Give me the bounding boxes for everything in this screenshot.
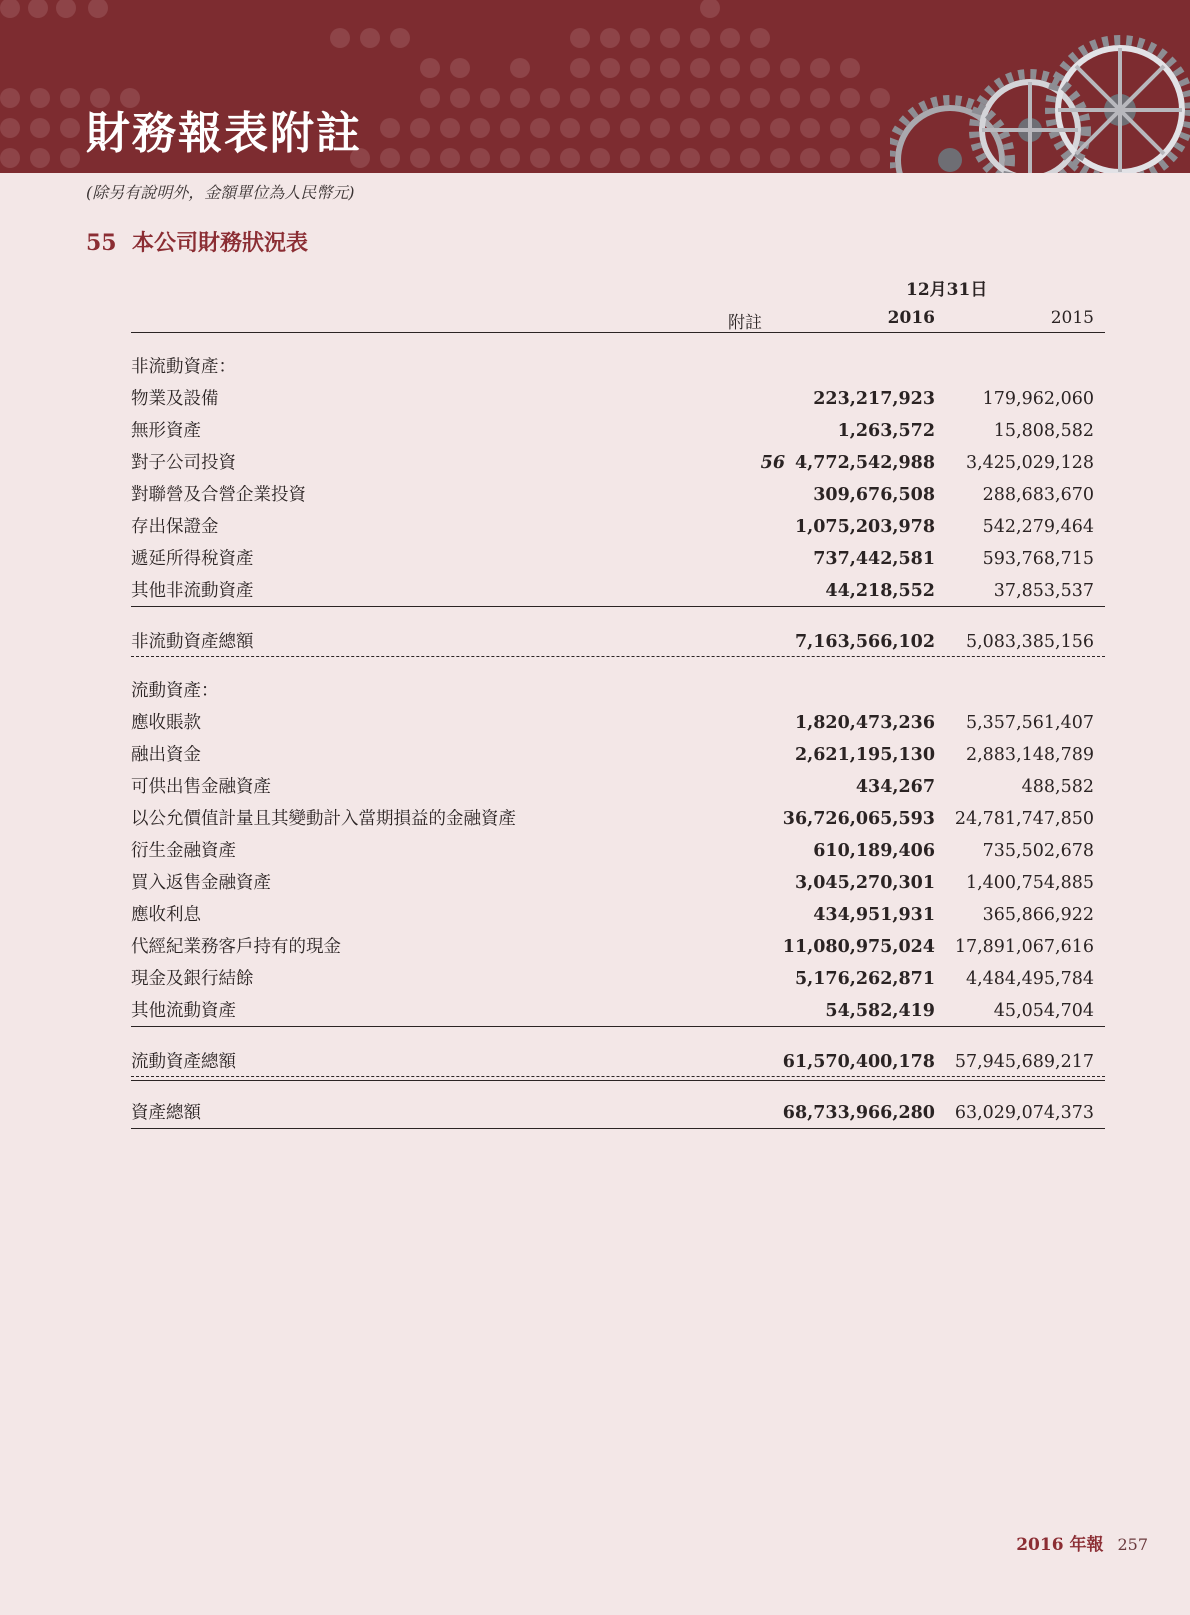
- banner-dot: [750, 88, 770, 108]
- value-2015: 1,400,754,885: [965, 873, 1094, 893]
- banner-dot: [380, 148, 400, 168]
- value-2016: 68,733,966,280: [782, 1103, 935, 1123]
- value-2015: 4,484,495,784: [965, 969, 1094, 989]
- value-2015: 288,683,670: [982, 485, 1094, 505]
- banner-dot: [720, 58, 740, 78]
- value-2015: 45,054,704: [993, 1001, 1094, 1021]
- banner-dot: [0, 148, 20, 168]
- section-title: 本公司財務狀況表: [132, 230, 309, 256]
- banner-dot: [600, 28, 620, 48]
- currency-note: (除另有說明外，金額單位為人民幣元): [86, 183, 355, 202]
- table-row: [131, 384, 1105, 414]
- report-name: 2016 年報: [1016, 1535, 1104, 1555]
- banner-dot: [630, 58, 650, 78]
- banner-dot: [60, 88, 80, 108]
- table-row: [131, 900, 1105, 930]
- value-2016: 223,217,923: [813, 389, 935, 409]
- banner-dot: [30, 88, 50, 108]
- banner-dot: [680, 148, 700, 168]
- value-2015: 63,029,074,373: [954, 1103, 1094, 1123]
- table-row: [131, 996, 1105, 1026]
- banner-dot: [710, 148, 730, 168]
- banner-dot: [860, 148, 880, 168]
- value-2015: 57,945,689,217: [954, 1052, 1094, 1072]
- value-2016: 434,267: [855, 777, 935, 797]
- row-label: 其他流動資產: [131, 1001, 236, 1021]
- banner-dot: [450, 88, 470, 108]
- page-number: 257: [1117, 1535, 1148, 1554]
- row-label: 非流動資產總額: [131, 632, 254, 652]
- gears-image: [890, 0, 1190, 173]
- table-rule: [131, 1080, 1105, 1081]
- table-row: [131, 544, 1105, 574]
- banner-dot: [450, 58, 470, 78]
- banner-dot: [870, 88, 890, 108]
- value-2016: 1,263,572: [837, 421, 935, 441]
- row-label: 對聯營及合營企業投資: [131, 485, 306, 505]
- value-2015: 179,962,060: [982, 389, 1094, 409]
- table-row: [131, 836, 1105, 866]
- section-number: 55: [86, 230, 117, 256]
- row-label: 衍生金融資產: [131, 841, 236, 861]
- banner-dot: [440, 118, 460, 138]
- banner-dot: [830, 148, 850, 168]
- value-2015: 37,853,537: [993, 581, 1094, 601]
- value-2016: 44,218,552: [825, 581, 935, 601]
- banner-dot: [570, 58, 590, 78]
- banner-dot: [500, 148, 520, 168]
- banner-dot: [840, 58, 860, 78]
- year-2016-header: 2016: [887, 308, 935, 328]
- banner-dot: [720, 28, 740, 48]
- banner-dot: [420, 88, 440, 108]
- value-2015: 24,781,747,850: [954, 809, 1094, 829]
- table-row: [131, 416, 1105, 446]
- banner-dot: [660, 88, 680, 108]
- banner-dot: [660, 58, 680, 78]
- table-rule: [131, 1026, 1105, 1027]
- banner-dot: [810, 88, 830, 108]
- banner-dot: [88, 0, 108, 18]
- value-2015: 15,808,582: [993, 421, 1094, 441]
- value-2016: 2,621,195,130: [794, 745, 935, 765]
- banner-dot: [650, 118, 670, 138]
- banner-dot: [800, 118, 820, 138]
- value-2016: 4,772,542,988: [794, 453, 935, 473]
- banner-dot: [470, 118, 490, 138]
- table-row: [131, 772, 1105, 802]
- banner-dot: [90, 88, 110, 108]
- banner-dot: [650, 148, 670, 168]
- row-label: 現金及銀行結餘: [131, 969, 254, 989]
- banner-dot: [660, 28, 680, 48]
- banner-dot: [830, 118, 850, 138]
- year-2015-header: 2015: [1050, 308, 1094, 328]
- row-label: 融出資金: [131, 745, 201, 765]
- value-2015: 17,891,067,616: [954, 937, 1094, 957]
- banner-dot: [560, 118, 580, 138]
- value-2016: 737,442,581: [813, 549, 935, 569]
- note-header: 附註: [728, 313, 762, 333]
- value-2015: 593,768,715: [982, 549, 1094, 569]
- banner-dot: [690, 58, 710, 78]
- banner-dot: [700, 0, 720, 18]
- banner-dot: [480, 88, 500, 108]
- banner-dot: [860, 118, 880, 138]
- value-2016: 1,075,203,978: [794, 517, 935, 537]
- banner-dot: [56, 0, 76, 18]
- row-label: 遞延所得稅資產: [131, 549, 254, 569]
- value-2016: 3,045,270,301: [794, 873, 935, 893]
- banner-dot: [560, 148, 580, 168]
- value-2016: 11,080,975,024: [782, 937, 935, 957]
- row-label: 存出保證金: [131, 517, 219, 537]
- banner-dot: [420, 58, 440, 78]
- table-row: [131, 512, 1105, 542]
- row-label: 流動資產：: [131, 681, 219, 701]
- banner-dot: [590, 118, 610, 138]
- row-note: 56: [760, 453, 785, 473]
- banner-dot: [690, 88, 710, 108]
- value-2016: 434,951,931: [813, 905, 935, 925]
- banner-dot: [0, 118, 20, 138]
- value-2015: 5,357,561,407: [965, 713, 1094, 733]
- banner-dot: [30, 148, 50, 168]
- banner-dot: [780, 88, 800, 108]
- table-row: [131, 964, 1105, 994]
- banner-dot: [600, 88, 620, 108]
- row-label: 物業及設備: [131, 389, 219, 409]
- table-row: [131, 448, 1105, 478]
- banner-dot: [680, 118, 700, 138]
- banner-dot: [60, 118, 80, 138]
- value-2015: 365,866,922: [982, 905, 1094, 925]
- row-label: 以公允價值計量且其變動計入當期損益的金融資產: [131, 809, 516, 829]
- row-label: 無形資產: [131, 421, 201, 441]
- value-2015: 5,083,385,156: [965, 632, 1094, 652]
- banner-dot: [750, 28, 770, 48]
- row-label: 可供出售金融資產: [131, 777, 271, 797]
- table-row: [131, 576, 1105, 606]
- table-row: [131, 932, 1105, 962]
- banner-dot: [570, 88, 590, 108]
- row-label: 買入返售金融資產: [131, 873, 271, 893]
- banner-dot: [540, 88, 560, 108]
- banner-dot: [510, 88, 530, 108]
- row-label: 流動資產總額: [131, 1052, 236, 1072]
- value-2015: 488,582: [1021, 777, 1094, 797]
- banner-dot: [510, 58, 530, 78]
- table-row: [131, 480, 1105, 510]
- banner-dot: [750, 58, 770, 78]
- banner-dot: [780, 58, 800, 78]
- row-label: 對子公司投資: [131, 453, 236, 473]
- row-label: 資產總額: [131, 1103, 201, 1123]
- value-2016: 1,820,473,236: [794, 713, 935, 733]
- banner-dot: [620, 148, 640, 168]
- banner-dot: [720, 88, 740, 108]
- banner-dot: [390, 28, 410, 48]
- table-row: [131, 627, 1105, 657]
- banner-dot: [500, 118, 520, 138]
- value-2016: 5,176,262,871: [794, 969, 935, 989]
- banner-dot: [630, 28, 650, 48]
- banner-dot: [120, 88, 140, 108]
- header-rule: [131, 332, 1105, 333]
- table-rule: [131, 606, 1105, 607]
- table-rule: [131, 656, 1105, 657]
- banner-dot: [630, 88, 650, 108]
- banner-dot: [690, 28, 710, 48]
- banner-dot: [770, 148, 790, 168]
- banner-dot: [60, 148, 80, 168]
- banner-dot: [740, 148, 760, 168]
- value-2016: 54,582,419: [825, 1001, 935, 1021]
- banner-dot: [360, 28, 380, 48]
- row-label: 其他非流動資產: [131, 581, 254, 601]
- table-row: [131, 1047, 1105, 1077]
- banner-dot: [710, 118, 730, 138]
- banner-dot: [470, 148, 490, 168]
- banner-dot: [570, 28, 590, 48]
- banner-dot: [30, 118, 50, 138]
- page-title: 財務報表附註: [86, 108, 362, 159]
- banner-dot: [800, 148, 820, 168]
- date-header: 12月31日: [906, 280, 988, 300]
- banner-dot: [440, 148, 460, 168]
- table-row: [131, 708, 1105, 738]
- banner-dot: [810, 58, 830, 78]
- banner-dot: [740, 118, 760, 138]
- table-row: [131, 868, 1105, 898]
- value-2016: 61,570,400,178: [782, 1052, 935, 1072]
- table-rule: [131, 1076, 1105, 1077]
- section-subheading: [131, 352, 1105, 382]
- table-row: [131, 740, 1105, 770]
- value-2016: 36,726,065,593: [782, 809, 935, 829]
- banner-dot: [410, 118, 430, 138]
- banner-dot: [380, 118, 400, 138]
- value-2016: 610,189,406: [813, 841, 935, 861]
- row-label: 非流動資產：: [131, 357, 236, 377]
- table-rule: [131, 1128, 1105, 1129]
- value-2016: 309,676,508: [813, 485, 935, 505]
- banner-dot: [0, 0, 20, 18]
- banner-dot: [530, 118, 550, 138]
- banner-dot: [330, 28, 350, 48]
- banner-dot: [0, 88, 20, 108]
- row-label: 應收賬款: [131, 713, 201, 733]
- header-banner: [0, 0, 1190, 173]
- value-2016: 7,163,566,102: [794, 632, 935, 652]
- row-label: 應收利息: [131, 905, 201, 925]
- section-subheading: [131, 676, 1105, 706]
- banner-dot: [840, 88, 860, 108]
- table-row: [131, 1098, 1105, 1128]
- table-row: [131, 804, 1105, 834]
- banner-dot: [410, 148, 430, 168]
- banner-dot: [28, 0, 48, 18]
- value-2015: 735,502,678: [982, 841, 1094, 861]
- section-heading: [86, 226, 308, 257]
- value-2015: 542,279,464: [982, 517, 1094, 537]
- banner-dot: [770, 118, 790, 138]
- banner-dot: [590, 148, 610, 168]
- row-label: 代經紀業務客戶持有的現金: [131, 937, 341, 957]
- banner-dot: [600, 58, 620, 78]
- page-footer: [1016, 1530, 1148, 1555]
- value-2015: 2,883,148,789: [965, 745, 1094, 765]
- banner-dot: [620, 118, 640, 138]
- banner-dot: [530, 148, 550, 168]
- value-2015: 3,425,029,128: [965, 453, 1094, 473]
